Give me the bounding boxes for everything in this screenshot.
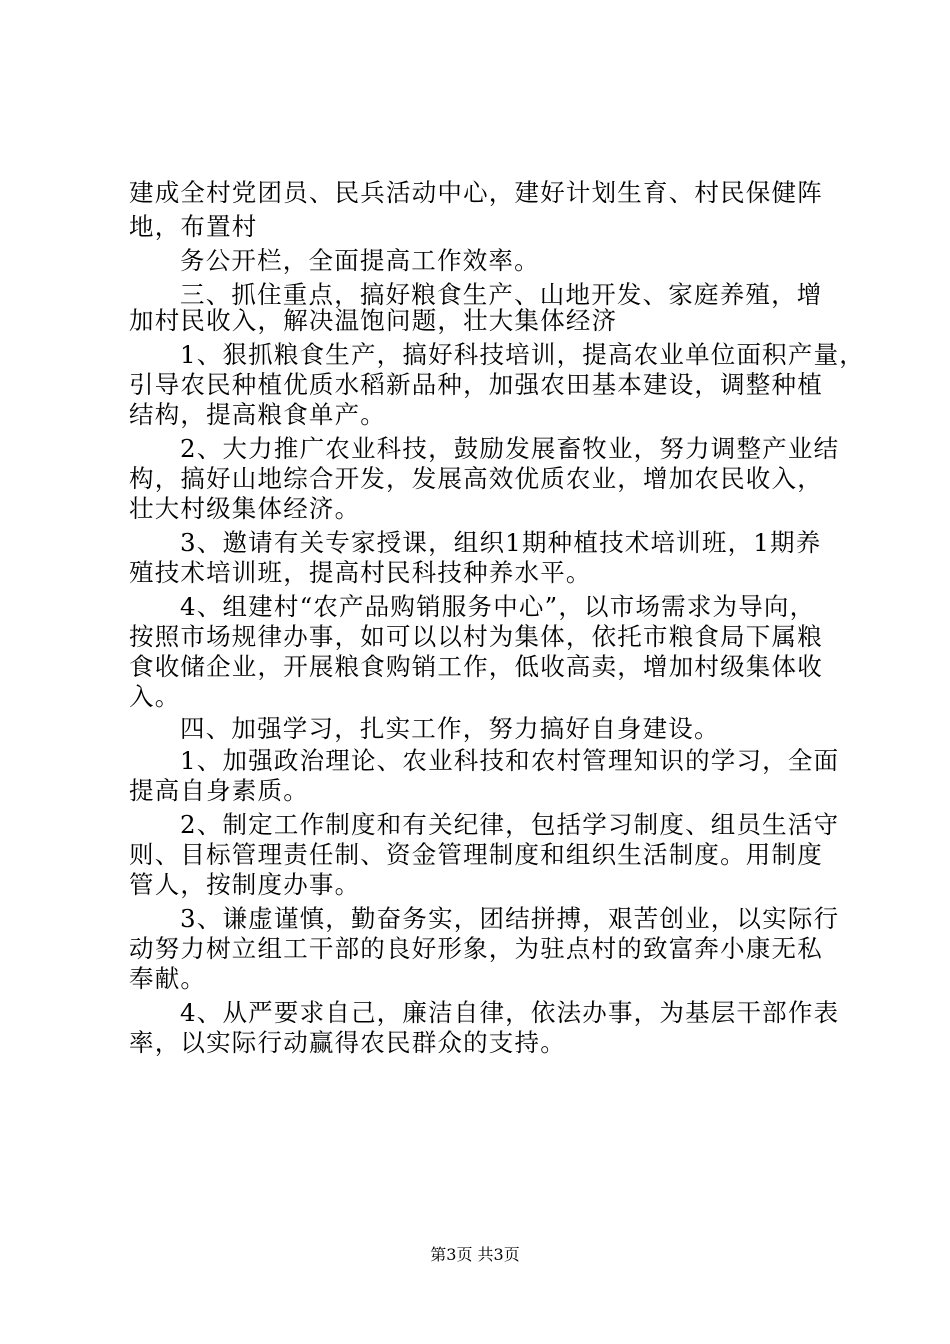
text-line: 入。 <box>129 682 181 711</box>
text-line: 4、组建村“农产品购销服务中心”，以市场需求为导向， <box>180 592 816 621</box>
text-line: 4、从严要求自己，廉洁自律，依法办事，为基层干部作表 <box>180 998 840 1027</box>
text-line: 2、大力推广农业科技，鼓励发展畜牧业，努力调整产业结 <box>180 434 840 463</box>
text-line: 则、目标管理责任制、资金管理制度和组织生活制度。用制度 <box>129 840 823 869</box>
text-line: 殖技术培训班，提高村民科技种养水平。 <box>129 558 592 587</box>
text-line: 壮大村级集体经济。 <box>129 494 361 523</box>
text-line: 加村民收入，解决温饱问题，壮大集体经济 <box>129 306 618 335</box>
text-line: 三、抓住重点，搞好粮食生产、山地开发、家庭养殖，增 <box>180 280 823 309</box>
text-line: 地，布置村 <box>129 212 258 241</box>
text-line: 结构，提高粮食单产。 <box>129 400 386 429</box>
text-line: 提高自身素质。 <box>129 776 309 805</box>
text-line: 构，搞好山地综合开发，发展高效优质农业，增加农民收入， <box>129 464 823 493</box>
text-line: 1、狠抓粮食生产，搞好科技培训，提高农业单位面积产量， <box>180 340 865 369</box>
text-line: 3、邀请有关专家授课，组织1期种植技术培训班，1期养 <box>180 528 822 557</box>
text-line: 3、谦虚谨慎，勤奋务实，团结拼搏，艰苦创业，以实际行 <box>180 904 840 933</box>
section-heading: 四、加强学习，扎实工作，努力搞好自身建设。 <box>180 714 720 743</box>
text-line: 率，以实际行动赢得农民群众的支持。 <box>129 1028 566 1057</box>
text-line: 建成全村党团员、民兵活动中心，建好计划生育、村民保健阵 <box>129 178 823 207</box>
page-number-footer: 第3页 共3页 <box>430 1245 520 1264</box>
text-line: 务公开栏，全面提高工作效率。 <box>180 246 540 275</box>
text-line: 1、加强政治理论、农业科技和农村管理知识的学习，全面 <box>180 746 840 775</box>
text-line: 引导农民种植优质水稻新品种，加强农田基本建设，调整种植 <box>129 370 823 399</box>
text-line: 2、制定工作制度和有关纪律，包括学习制度、组员生活守 <box>180 810 840 839</box>
text-line: 按照市场规律办事，如可以以村为集体，依托市粮食局下属粮 <box>129 622 823 651</box>
text-line: 奉献。 <box>129 964 207 993</box>
text-line: 管人，按制度办事。 <box>129 870 361 899</box>
text-line: 食收储企业，开展粮食购销工作，低收高卖，增加村级集体收 <box>129 652 823 681</box>
text-line: 动努力树立组工干部的良好形象，为驻点村的致富奔小康无私 <box>129 934 823 963</box>
